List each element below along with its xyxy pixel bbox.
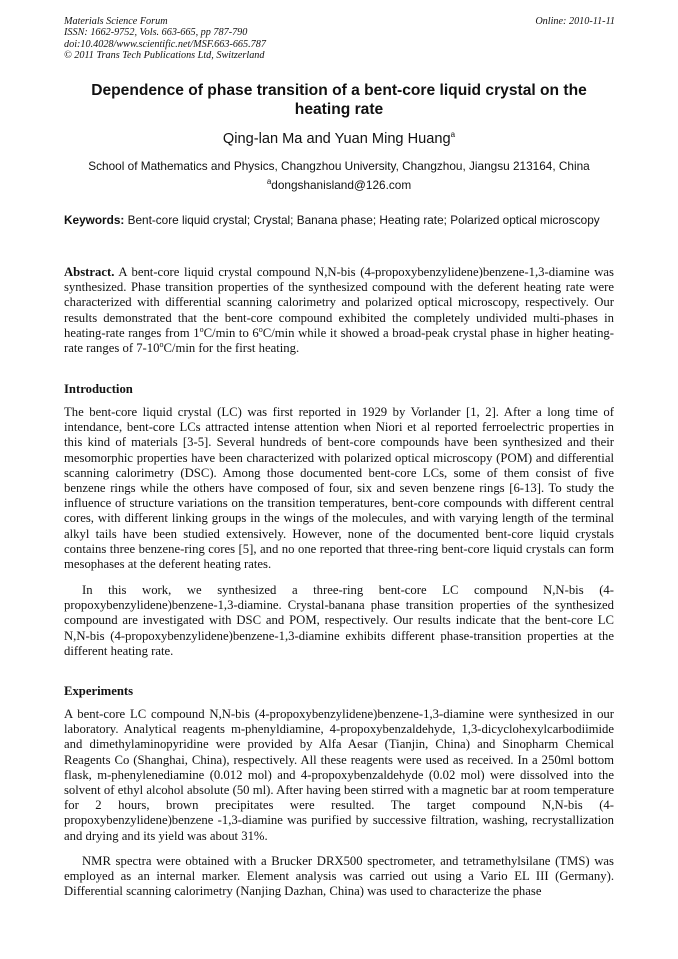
paper-title: Dependence of phase transition of a bent-core liquid crystal on the heating rate	[91, 82, 587, 118]
journal-name: Materials Science Forum	[64, 16, 168, 27]
experiments-paragraph-2: NMR spectra were obtained with a Brucker DRX500 spectrometer, and tetramethylsilane (TMS) was employed as an internal marker. Element analysis was carried out using a Vario EL III (Germany). Differential scanning calorimetry (Nanjing Dazhan, China) was used to characterize the phase	[64, 854, 614, 899]
abstract-text-4: C/min for the first heating.	[163, 341, 300, 356]
abstract	[64, 265, 614, 356]
abstract-text-2: C/min to 6	[203, 325, 259, 340]
journal-header	[64, 16, 484, 62]
issn-line: ISSN: 1662-9752, Vols. 663-665, pp 787-790	[64, 27, 248, 39]
keywords	[64, 213, 614, 229]
experiments-heading: Experiments	[64, 684, 134, 698]
keywords-text: Bent-core liquid crystal; Crystal; Banana phase; Heating rate; Polarized optical microscopy	[124, 213, 600, 227]
author-names: Qing-lan Ma and Yuan Ming Huang	[222, 131, 451, 147]
degree-mark: o	[258, 324, 263, 334]
affiliation: School of Mathematics and Physics, Changzhou University, Changzhou, Jiangsu 213164, China	[88, 159, 590, 173]
author-affil-mark: a	[450, 130, 456, 140]
abstract-text-1: A bent-core liquid crystal compound N,N-bis (4-propoxybenzylidene)benzene-1,3-diamine was synthesized. Phase transition properties of the synthesized compound with the deferent heating rate were characterized with differential scanning calorimetry and polarized optical microscopy, respectively. Our results demonstrated that the bent-core compound exhibited the completely undivided multi-phases in heating-rate ranges from 1	[64, 265, 614, 340]
author-email	[64, 178, 614, 193]
abstract-label: Abstract.	[64, 265, 115, 279]
experiments-paragraph-1: A bent-core LC compound N,N-bis (4-propoxybenzylidene)benzene-1,3-diamine were synthesized in our laboratory. Analytical reagents m-phenyldiamine, 4-propoxybenzaldehyde, 1,3-dicyclohexylcarbodiimide and dimethylaminopyridine were provided by Alfa Aesar (Tianjin, China) and Sinopharm Chemical Reagents Co (Shanghai, China), respectively. All these reagents were used as received. In a 250ml bottom flask, m-phenylenediamine (0.012 mol) and 4-propoxybenzaldehyde (0.02 mol) were dissolved into the solvent of ethyl alcohol absolute (50 ml). After having been stirred with a magnetic bar at room temperature for 2 hours, brown precipitates were resulted. The target compound N,N-bis (4-propoxybenzylidene)benzene -1,3-diamine was purified by successive filtration, washing, recrystallization and drying and its yield was about 31%.	[64, 707, 614, 843]
author-list	[64, 130, 614, 148]
copyright-line: © 2011 Trans Tech Publications Ltd, Switzerland	[64, 50, 265, 62]
introduction-heading: Introduction	[64, 382, 133, 396]
degree-mark: o	[199, 324, 204, 334]
degree-mark: o	[159, 339, 164, 349]
doi-line: doi:10.4028/www.scientific.net/MSF.663-665.787	[64, 38, 266, 50]
introduction-paragraph-1: The bent-core liquid crystal (LC) was first reported in 1929 by Vorlander [1, 2]. After a long time of intendance, bent-core LCs attracted intense attention when Niori et al reported ferroelectric properties in this kind of materials [3-5]. Several hundreds of bent-core compounds have been synthesized and their mesomorphic properties have been characterized with polarized optical microscopy (POM) and differential scanning calorimetry (DSC). Among those documented bent-core LCs, some of them consist of five benzene rings while the others have composed of four, six and seven benzene rings [6-13]. To study the influence of structure variations on the transition temperatures, bent-core compounds with different central cores, with different linking groups in the wings of the molecules, and with varying length of the terminal alkyl tails have been studied extensively. However, none of the documented bent-core liquid crystals contains three benzene-ring cores [5], and no one reported that three-ring bent-core liquid crystals can form mesophases at the deferent heating rates.	[64, 405, 614, 572]
keywords-label: Keywords:	[64, 213, 125, 227]
introduction-paragraph-2: In this work, we synthesized a three-ring bent-core LC compound N,N-bis (4-propoxybenzylidene)benzene-1,3-diamine. Crystal-banana phase transition properties of the synthesized compound are investigated with DSC and POM, respectively. Our results indicate that the bent-core LC N,N-bis (4-propoxybenzylidene)benzene-1,3-diamine exhibits different phase-transition properties at the different heating rate.	[64, 583, 614, 658]
email-address: dongshanisland@126.com	[271, 178, 412, 192]
online-date: Online: 2010-11-11	[535, 16, 615, 27]
abstract-text-3: C/min while it showed a broad-peak crystal phase in higher heating-rate ranges of 7-10	[64, 325, 614, 356]
email-affil-mark: a	[266, 177, 272, 187]
